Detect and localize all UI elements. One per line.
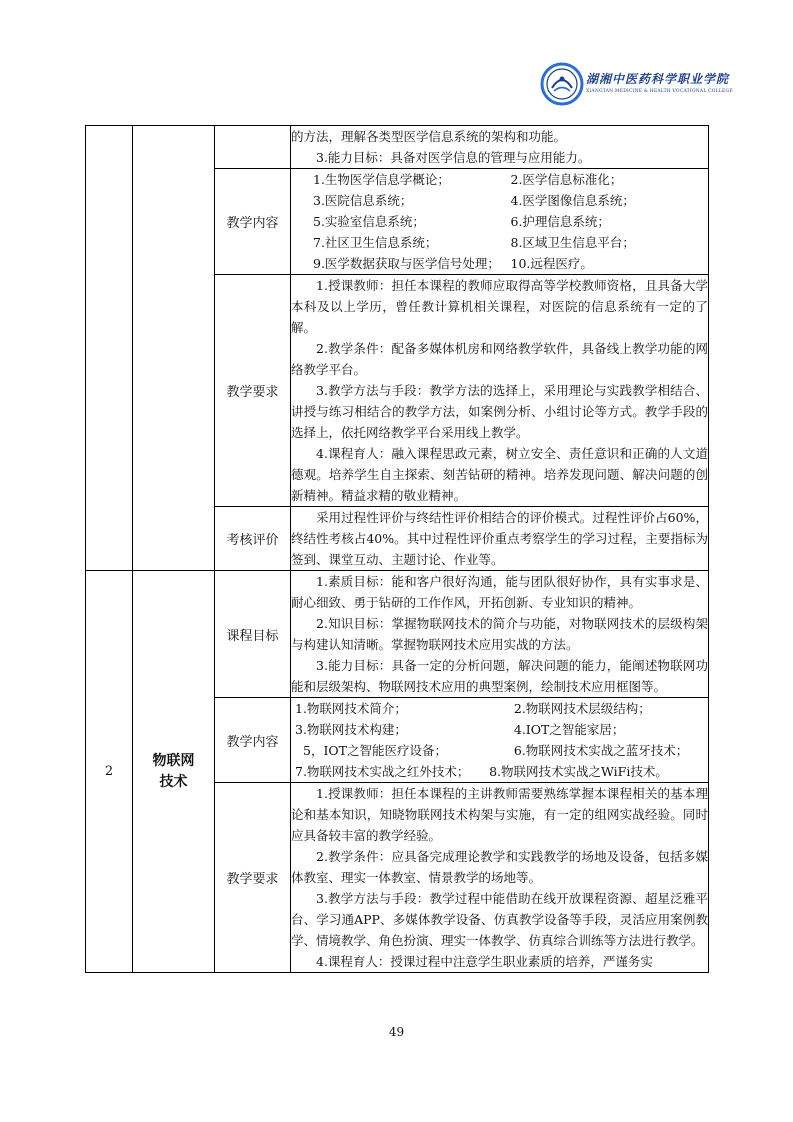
- list-item: 2.医学信息标准化；: [510, 172, 623, 187]
- course-name-cell: [133, 571, 215, 973]
- list-item: 5，IOT之智能医疗设备；: [303, 743, 447, 758]
- school-emblem-icon: [540, 62, 584, 106]
- list-item: 1.生物医学信息学概论；: [313, 172, 450, 187]
- school-name-en: XIANGTAN MEDICINE & HEALTH VOCATIONAL COLLEGE: [586, 89, 733, 94]
- list-item: 8.物联网技术实战之WiFi技术。: [489, 764, 668, 779]
- requirement-paragraph: 2.教学条件：配备多媒体机房和网络教学软件，具备线上教学功能的网络教学平台。: [291, 341, 708, 377]
- requirement-paragraph: 1.授课教师：担任本课程的主讲教师需要熟练掌握本课程相关的基本理论和基本知识，知晓物联网技术构架与实施，有一定的组网实战经验。同时应具备较丰富的教学经验。: [291, 786, 708, 843]
- content-cell: [291, 698, 709, 783]
- evaluation-text: 采用过程性评价与终结性评价相结合的评价模式。过程性评价占60%，终结性考核占40%。其中过程性评价重点考察学生的学习过程，主要指标为签到、课堂互动、主题讨论、作业等。: [291, 510, 708, 567]
- list-item: 10.远程医疗。: [510, 256, 593, 271]
- requirement-paragraph: 3.教学方法与手段：教学过程中能借助在线开放课程资源、超星泛雅平台、学习通APP、多媒体教学设备、仿真教学设备等手段，灵活应用案例教学、情境教学、角色扮演、理实一体教学、仿真综合训练等方法进行教学。: [291, 891, 708, 948]
- list-item: 5.实验室信息系统；: [313, 214, 425, 229]
- content-label: 教学内容: [215, 169, 291, 275]
- list-item: 7.物联网技术实战之红外技术；: [295, 764, 470, 779]
- goal-paragraph: 3.能力目标：具备一定的分析问题，解决问题的能力，能阐述物联网功能和层级架构、物联网技术应用的典型案例，绘制技术应用框图等。: [291, 658, 708, 694]
- list-item: 6.护理信息系统；: [510, 214, 610, 229]
- course-name-cell: [133, 126, 215, 571]
- evaluation-label: 考核评价: [215, 507, 291, 571]
- content-label: 教学内容: [215, 698, 291, 783]
- requirement-paragraph: 2.教学条件：应具备完成理论教学和实践教学的场地及设备，包括多媒体教室、理实一体教室、情景教学的场地等。: [291, 849, 708, 885]
- goal-cell: [291, 571, 709, 698]
- list-item: 7.社区卫生信息系统；: [313, 235, 438, 250]
- list-item: 4.IOT之智能家居；: [513, 722, 625, 737]
- course-name-line: 物联网: [152, 752, 195, 769]
- school-name-cn: 湖湘中医药科学职业学院: [586, 72, 730, 86]
- course-number-cell: [86, 126, 133, 571]
- requirements-label: 教学要求: [215, 275, 291, 507]
- requirements-label: 教学要求: [215, 783, 291, 973]
- label-cell: [215, 126, 291, 169]
- content-list: [291, 698, 708, 782]
- requirements-cell: [291, 783, 709, 973]
- list-item: 1.物联网技术简介；: [295, 701, 407, 716]
- ability-goal-text: 3.能力目标：具备对医学信息的管理与应用能力。: [316, 150, 591, 165]
- goal-paragraph: 2.知识目标：掌握物联网技术的简介与功能，对物联网技术的层级构架与构建认知清晰。掌握物联网技术应用实战的方法。: [291, 616, 708, 652]
- goal-label: 课程目标: [215, 571, 291, 698]
- table-row: [86, 571, 709, 698]
- requirement-paragraph: 4.课程育人：授课过程中注意学生职业素质的培养，严谨务实: [316, 954, 653, 969]
- course-name-line: 技术: [159, 773, 188, 790]
- course-number-cell: 2: [86, 571, 133, 973]
- list-item: 3.医院信息系统；: [313, 193, 413, 208]
- table-row: [86, 126, 709, 169]
- goal-continued-text: 的方法，理解各类型医学信息系统的架构和功能。: [291, 129, 567, 144]
- requirements-cell: [291, 275, 709, 507]
- list-item: 3.物联网技术构建；: [295, 722, 407, 737]
- list-item: 4.医学图像信息系统；: [510, 193, 635, 208]
- list-item: 8.区域卫生信息平台；: [510, 235, 635, 250]
- evaluation-cell: [291, 507, 709, 571]
- list-item: 2.物联网技术层级结构；: [513, 701, 651, 716]
- goal-continued-cell: [291, 126, 709, 169]
- list-item: 9.医学数据获取与医学信号处理；: [313, 256, 500, 271]
- page-number: 49: [388, 1025, 405, 1039]
- curriculum-table: [85, 125, 709, 973]
- requirement-paragraph: 3.教学方法与手段：教学方法的选择上，采用理论与实践教学相结合、讲授与练习相结合的教学方法，如案例分析、小组讨论等方式。教学手段的选择上，依托网络教学平台采用线上教学。: [291, 383, 708, 440]
- content-list: [291, 169, 708, 274]
- content-cell: [291, 169, 709, 275]
- goal-paragraph: 1.素质目标：能和客户很好沟通，能与团队很好协作，具有实事求是、耐心细致、勇于钻研的工作作风，开拓创新、专业知识的精神。: [291, 574, 708, 610]
- list-item: 6.物联网技术实战之蓝牙技术；: [513, 743, 689, 758]
- requirement-paragraph: 4.课程育人：融入课程思政元素，树立安全、责任意识和正确的人文道德观。培养学生自主探索、刻苦钻研的精神。培养发现问题、解决问题的创新精神。精益求精的敬业精神。: [291, 446, 708, 503]
- requirement-paragraph: 1.授课教师：担任本课程的教师应取得高等学校教师资格，且具备大学本科及以上学历，曾任教计算机相关课程，对医院的信息系统有一定的了解。: [291, 278, 708, 335]
